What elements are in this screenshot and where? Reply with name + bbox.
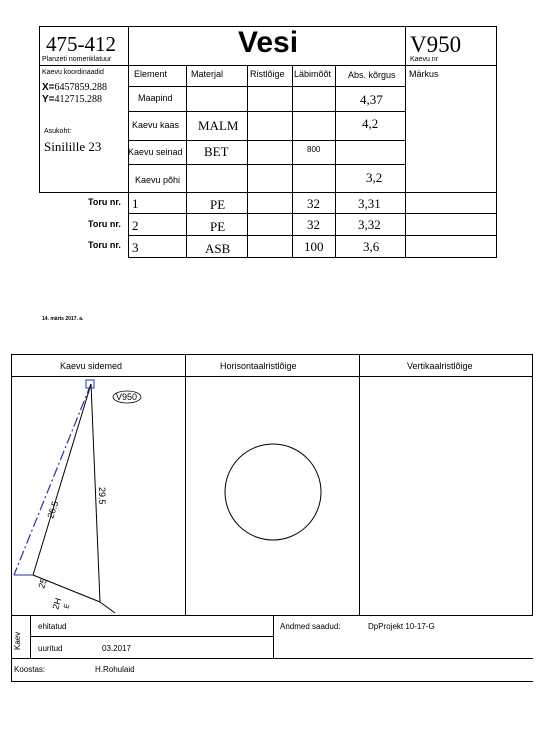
footer-row2-label: uuritud bbox=[38, 644, 63, 653]
row-element-0: Maapind bbox=[138, 93, 173, 103]
horizontal-section bbox=[186, 377, 359, 615]
col-diameter: Läbimõõt bbox=[294, 69, 332, 79]
well-number-label: Kaevu nr bbox=[410, 56, 439, 63]
well-number: V950 bbox=[410, 32, 462, 57]
footer-row2-value: 03.2017 bbox=[102, 644, 131, 653]
row-material-1: MALM bbox=[198, 118, 239, 133]
pipe-material-3: ASB bbox=[205, 241, 231, 256]
row-abs-0: 4,37 bbox=[360, 92, 383, 107]
col-material: Materjal bbox=[191, 69, 224, 79]
pipe-diameter-3: 100 bbox=[304, 239, 324, 254]
pipe-diameter-1: 32 bbox=[307, 196, 320, 211]
row-element-3: Kaevu põhi bbox=[135, 175, 181, 185]
pipe-label-2: Toru nr. bbox=[88, 219, 121, 229]
col3-title: Vertikaalristlõige bbox=[407, 361, 473, 371]
date: 14. märts 2017. a. bbox=[42, 316, 84, 322]
location-value: Sinilille 23 bbox=[44, 139, 102, 154]
author-value: H.Rohulaid bbox=[95, 665, 135, 674]
footer-row1-label: ehitatud bbox=[38, 622, 67, 631]
tie-line-e bbox=[100, 602, 115, 613]
well-tag-text: V950 bbox=[116, 392, 138, 402]
row-abs-3: 3,2 bbox=[366, 170, 383, 185]
pipe-material-2: PE bbox=[210, 219, 226, 234]
x-value: 6457859.288 bbox=[54, 82, 108, 93]
footer-side-label: Kaev bbox=[13, 631, 22, 650]
pipe-nr-1: 1 bbox=[132, 196, 139, 211]
pipe-label-3: Toru nr. bbox=[88, 240, 121, 250]
x-label: X= bbox=[42, 82, 55, 93]
nomenclature: 475-412 bbox=[46, 32, 116, 56]
dim-a: 26.5 bbox=[45, 499, 61, 520]
dim-b: 29.5 bbox=[97, 487, 107, 505]
pipe-abs-2: 3,32 bbox=[358, 217, 381, 232]
col1-title: Kaevu sidemed bbox=[60, 361, 123, 371]
col-cross: Ristlõige bbox=[250, 69, 285, 79]
y-label: Y= bbox=[42, 94, 55, 105]
row-material-2: BET bbox=[204, 144, 229, 159]
source-label: Andmed saadud: bbox=[280, 622, 341, 631]
dim-d: 2H bbox=[50, 596, 64, 611]
col-remark: Märkus bbox=[409, 69, 439, 79]
page-title: Vesi bbox=[238, 26, 299, 59]
row-diameter-2: 800 bbox=[307, 145, 321, 154]
y-value: 412715.288 bbox=[54, 94, 103, 105]
source-value: DpProjekt 10-17-G bbox=[368, 622, 435, 631]
dim-e: E bbox=[63, 603, 72, 610]
tie-line-a bbox=[33, 384, 91, 575]
author-label: Koostas: bbox=[14, 665, 46, 674]
col2-title: Horisontaalristlõige bbox=[220, 361, 297, 371]
row-element-2: Kaevu seinad bbox=[128, 147, 183, 157]
row-abs-1: 4,2 bbox=[362, 116, 379, 131]
pipe-material-1: PE bbox=[210, 197, 226, 212]
pipe-abs-3: 3,6 bbox=[363, 239, 380, 254]
pipe-nr-2: 2 bbox=[132, 218, 139, 233]
pipe-nr-3: 3 bbox=[132, 240, 139, 255]
location-label: Asukoht: bbox=[44, 128, 72, 135]
well-circle bbox=[225, 444, 321, 540]
dim-c: 25 bbox=[36, 577, 49, 590]
col-element: Element bbox=[134, 69, 168, 79]
coords-label: Kaevu koordinaadid bbox=[42, 69, 104, 76]
well-ties-sketch bbox=[11, 377, 185, 615]
nomenclature-label: Planzeti nomenklatuur bbox=[42, 56, 112, 63]
col-abs: Abs. kõrgus bbox=[348, 70, 396, 80]
row-element-1: Kaevu kaas bbox=[132, 120, 180, 130]
pipe-abs-1: 3,31 bbox=[358, 196, 381, 211]
pipe-label-1: Toru nr. bbox=[88, 197, 121, 207]
tie-line-dashed bbox=[14, 384, 91, 575]
pipe-diameter-2: 32 bbox=[307, 217, 320, 232]
